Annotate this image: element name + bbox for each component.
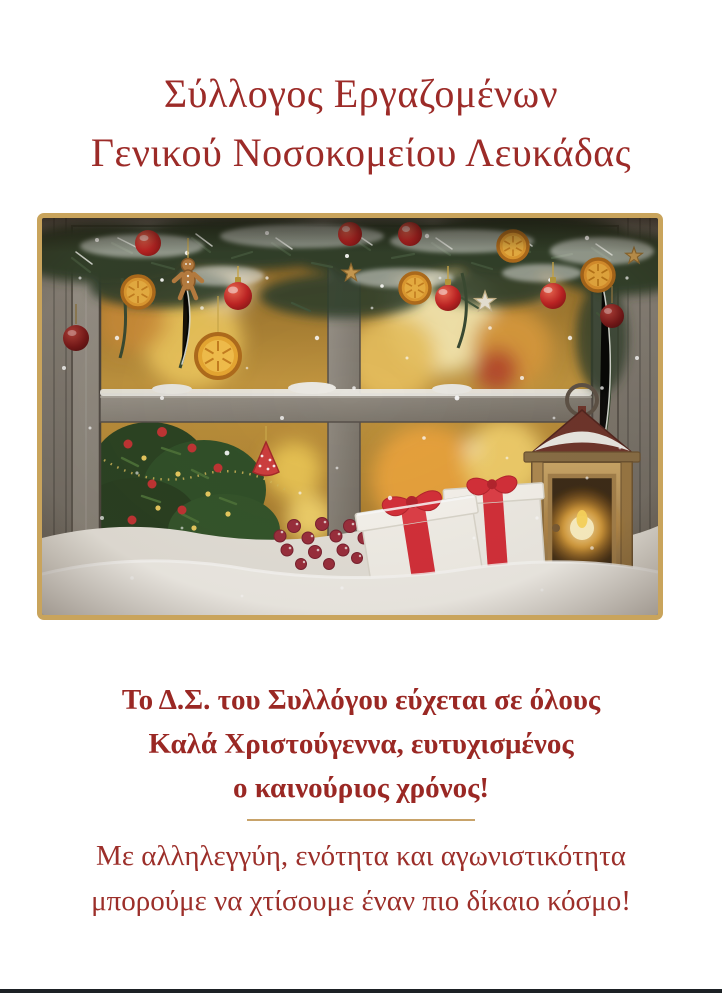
divider-line <box>247 819 475 821</box>
solidarity-line-1: Με αλληλεγγύη, ενότητα και αγωνιστικότητα <box>96 840 626 872</box>
vignette <box>42 218 658 615</box>
title-line-2: Γενικού Νοσοκομείου Λευκάδας <box>90 130 632 175</box>
solidarity-message <box>0 834 722 924</box>
greeting-message <box>0 678 722 810</box>
christmas-window-illustration <box>42 218 658 615</box>
solidarity-line-2: μπορούμε να χτίσουμε έναν πιο δίκαιο κόσμο! <box>91 885 631 917</box>
greeting-line-1: Το Δ.Σ. του Συλλόγου εύχεται σε όλους <box>121 684 601 716</box>
christmas-window-photo <box>37 213 663 620</box>
title-line-1: Σύλλογος Εργαζομένων <box>163 71 559 116</box>
greeting-line-2: Καλά Χριστούγεννα, ευτυχισμένος <box>148 728 574 760</box>
greeting-line-3: ο καινούριος χρόνος! <box>233 772 489 804</box>
footer-bar <box>0 989 722 993</box>
page-title <box>0 0 722 182</box>
